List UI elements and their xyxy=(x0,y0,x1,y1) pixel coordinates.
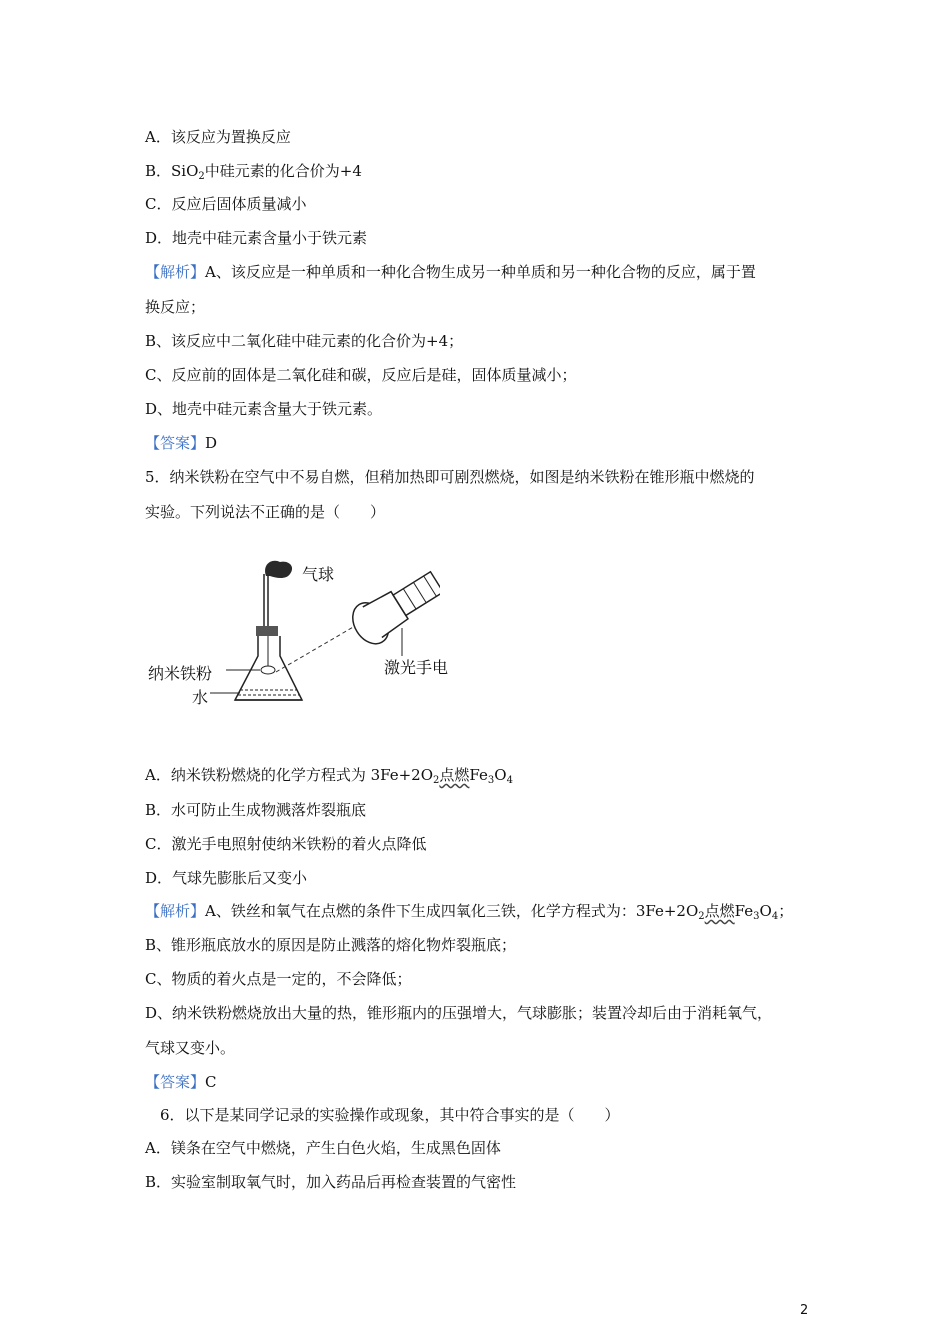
experiment-figure xyxy=(140,548,449,718)
q5-analysis-d-cont: 气球又变小。 xyxy=(145,1039,236,1057)
q6-option-b: B．实验室制取氧气时，加入药品后再检查装置的气密性 xyxy=(145,1173,517,1191)
answer-tag: 【答案】 xyxy=(145,1073,206,1091)
q4-analysis-b: B、该反应中二氧化硅中硅元素的化合价为+4； xyxy=(145,332,464,350)
page-number: 2 xyxy=(800,1303,809,1318)
q6-stem: 6．以下是某同学记录的实验操作或现象，其中符合事实的是（ ） xyxy=(160,1106,620,1124)
q5-stem: 5．纳米铁粉在空气中不易自燃，但稍加热即可剧烈燃烧，如图是纳米铁粉在锥形瓶中燃烧的 xyxy=(145,468,755,486)
q5-option-c: C．激光手电照射使纳米铁粉的着火点降低 xyxy=(145,835,427,853)
q6-option-a: A．镁条在空气中燃烧，产生白色火焰，生成黑色固体 xyxy=(145,1139,501,1157)
q4-option-c: C．反应后固体质量减小 xyxy=(145,195,307,213)
q4-analysis-a: 【解析】A、该反应是一种单质和一种化合物生成另一种单质和另一种化合物的反应，属于置 xyxy=(145,263,756,281)
q4-option-d: D．地壳中硅元素含量小于铁元素 xyxy=(145,229,368,247)
analysis-tag: 【解析】 xyxy=(145,263,206,281)
balloon-label: 气球 xyxy=(302,565,335,584)
analysis-tag: 【解析】 xyxy=(145,902,206,920)
q5-analysis-b: B、锥形瓶底放水的原因是防止溅落的熔化物炸裂瓶底； xyxy=(145,936,517,954)
flashlight-label: 激光手电 xyxy=(384,658,449,677)
q5-analysis-d: D、纳米铁粉燃烧放出大量的热，锥形瓶内的压强增大，气球膨胀；装置冷却后由于消耗氧气， xyxy=(145,1004,773,1022)
q5-analysis-c: C、物质的着火点是一定的，不会降低； xyxy=(145,970,412,988)
water-label: 水 xyxy=(192,688,209,707)
flask-flashlight-illustration xyxy=(140,548,440,718)
q5-answer: 【答案】C xyxy=(145,1073,217,1091)
q5-analysis-a: 【解析】A、铁丝和氧气在点燃的条件下生成四氧化三铁，化学方程式为：$3Fe+2O_2$点燃$Fe_3O_4$； xyxy=(145,902,794,922)
q5-option-d: D．气球先膨胀后又变小 xyxy=(145,869,308,887)
iron-powder-label: 纳米铁粉 xyxy=(148,664,213,683)
q5-stem-cont: 实验。下列说法不正确的是（ ） xyxy=(145,503,386,521)
q4-answer: 【答案】D xyxy=(145,434,218,452)
q4-option-a: A．该反应为置换反应 xyxy=(145,128,291,146)
q4-analysis-d: D、地壳中硅元素含量大于铁元素。 xyxy=(145,400,383,418)
q5-option-b: B．水可防止生成物溅落炸裂瓶底 xyxy=(145,801,367,819)
balloon-icon xyxy=(265,561,292,578)
q4-analysis-a-cont: 换反应； xyxy=(145,298,206,316)
q4-option-b: B．SiO$_2$中硅元素的化合价为+4 xyxy=(145,162,362,182)
answer-tag: 【答案】 xyxy=(145,434,206,452)
q4-analysis-c: C、反应前的固体是二氧化硅和碳，反应后是硅，固体质量减小； xyxy=(145,366,577,384)
q5-option-a: A．纳米铁粉燃烧的化学方程式为 $3Fe+2O_2$点燃$Fe_3O_4$ xyxy=(145,766,513,786)
